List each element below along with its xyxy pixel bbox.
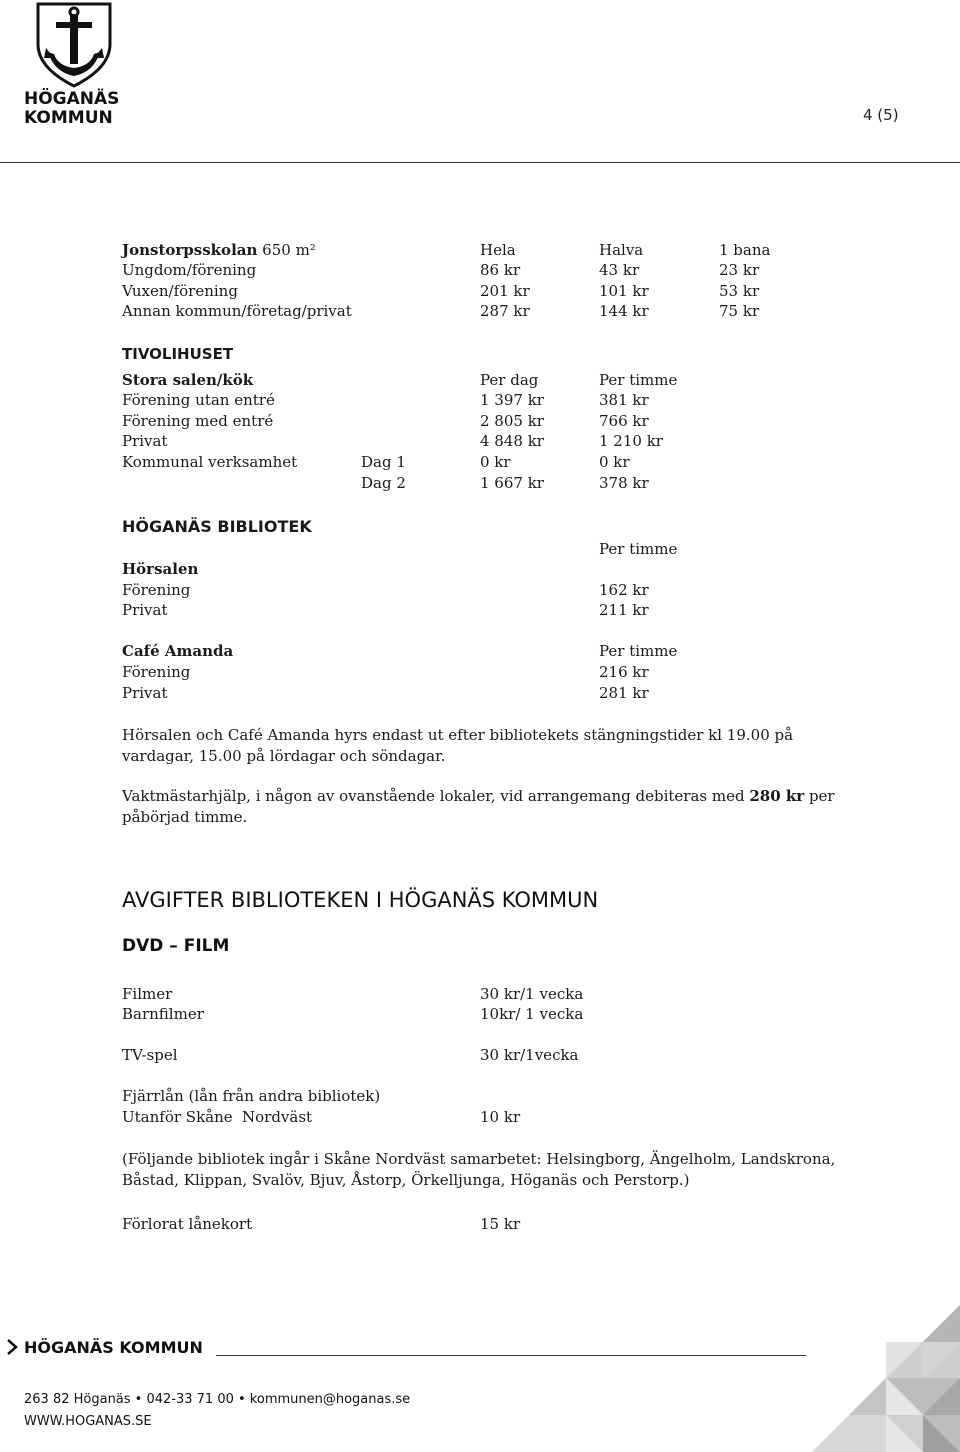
footer-name: HÖGANÄS KOMMUN: [24, 1338, 203, 1357]
table-cell: 0 kr: [480, 453, 511, 471]
table-cell: 23 kr: [719, 261, 760, 279]
table-cell: 86 kr: [480, 261, 521, 279]
table-cell: 2 805 kr: [480, 412, 544, 430]
jonstorp-area: 650 m²: [262, 241, 316, 259]
col-per-timme: Per timme: [599, 642, 678, 660]
footer-divider: [216, 1355, 806, 1356]
table-cell: 75 kr: [719, 302, 760, 320]
arrow-right-icon: [6, 1339, 18, 1355]
vakt-price: 280 kr: [749, 787, 805, 805]
table-cell: 766 kr: [599, 412, 649, 430]
table-cell: 30 kr/1 vecka: [480, 985, 584, 1003]
cafe-title: Café Amanda: [122, 642, 234, 660]
table-row-label: Kommunal verksamhet: [122, 453, 298, 471]
col-halva: Halva: [599, 241, 644, 259]
footer-address: 263 82 Höganäs • 042-33 71 00 • kommunen@hoganas.se: [24, 1392, 411, 1407]
vakt-text-end: per påbörjad timme.: [122, 787, 835, 826]
page-number: 4 (5): [863, 106, 899, 124]
table-row-label: Förening med entré: [122, 412, 274, 430]
decorative-pattern: [812, 1305, 960, 1452]
col-per-dag: Per dag: [480, 371, 539, 389]
jonstorp-title-text: Jonstorpsskolan: [122, 241, 258, 259]
utanfor-label-region: Nordväst: [242, 1108, 313, 1126]
table-cell: 281 kr: [599, 684, 649, 702]
table-cell: 381 kr: [599, 391, 649, 409]
header-divider: [0, 162, 960, 163]
utanfor-value: 10 kr: [480, 1108, 521, 1126]
table-cell: 201 kr: [480, 282, 530, 300]
table-row-label: Ungdom/förening: [122, 261, 257, 279]
logo-text-line2: KOMMUN: [24, 108, 113, 128]
table-row-label: Filmer: [122, 985, 173, 1003]
col-bana: 1 bana: [719, 241, 771, 259]
vaktmastar-note: [122, 786, 842, 828]
fjarrlan-label: Fjärrlån (lån från andra bibliotek): [122, 1087, 381, 1105]
table-cell: 43 kr: [599, 261, 640, 279]
table-cell: 101 kr: [599, 282, 649, 300]
footer-web: WWW.HOGANAS.SE: [24, 1414, 152, 1429]
table-cell-day: Dag 1: [361, 453, 406, 471]
tivoli-heading: TIVOLIHUSET: [122, 345, 234, 363]
table-cell: 10kr/ 1 vecka: [480, 1005, 584, 1023]
logo-text-line1: HÖGANÄS: [24, 89, 120, 109]
table-row-label: Privat: [122, 684, 168, 702]
vakt-text: Vaktmästarhjälp, i någon av ovanstående lokaler, vid arrangemang debiteras med: [122, 787, 750, 805]
table-cell: 53 kr: [719, 282, 760, 300]
table-cell: 0 kr: [599, 453, 630, 471]
table-row-label: TV-spel: [122, 1046, 178, 1064]
table-row-label: Förening utan entré: [122, 391, 275, 409]
table-cell: 1 397 kr: [480, 391, 544, 409]
horsalen-title: Hörsalen: [122, 560, 199, 578]
table-row-label: Privat: [122, 601, 168, 619]
col-hela: Hela: [480, 241, 516, 259]
table-cell: 378 kr: [599, 474, 649, 492]
table-cell: 144 kr: [599, 302, 649, 320]
table-cell: 4 848 kr: [480, 432, 544, 450]
table-row-label: Privat: [122, 432, 168, 450]
table-row-label: Annan kommun/företag/privat: [122, 302, 352, 320]
table-cell: 1 210 kr: [599, 432, 663, 450]
table-cell: 162 kr: [599, 581, 649, 599]
table-cell: 287 kr: [480, 302, 530, 320]
table-cell: 1 667 kr: [480, 474, 544, 492]
table-row-label: Barnfilmer: [122, 1005, 204, 1023]
forlorat-value: 15 kr: [480, 1215, 521, 1233]
forlorat-label: Förlorat lånekort: [122, 1215, 253, 1233]
utanfor-label: Utanför Skåne: [122, 1108, 233, 1126]
avgifter-heading: AVGIFTER BIBLIOTEKEN I HÖGANÄS KOMMUN: [122, 888, 599, 912]
table-cell: 211 kr: [599, 601, 649, 619]
table-cell: 30 kr/1vecka: [480, 1046, 579, 1064]
bibliotek-heading: HÖGANÄS BIBLIOTEK: [122, 517, 312, 536]
samarbete-note: (Följande bibliotek ingår i Skåne Nordväst samarbetet: Helsingborg, Ängelholm, Landskrona, Båstad, Klippan, Svalöv, Bjuv, Åstorp, Örkelljunga, Höganäs och Perstorp.): [122, 1150, 836, 1189]
col-per-timme: Per timme: [599, 371, 678, 389]
tivoli-sub: Stora salen/kök: [122, 371, 254, 389]
opening-note: Hörsalen och Café Amanda hyrs endast ut efter bibliotekets stängningstider kl 19.00 på vardagar, 15.00 på lördagar och söndagar.: [122, 726, 794, 765]
table-cell-day: Dag 2: [361, 474, 406, 492]
table-row-label: Vuxen/förening: [122, 282, 238, 300]
table-cell: 216 kr: [599, 663, 649, 681]
jonstorp-title: [122, 240, 316, 260]
logo-text: [24, 90, 134, 128]
table-row-label: Förening: [122, 663, 191, 681]
dvd-film-heading: DVD – FILM: [122, 936, 230, 956]
table-row-label: Förening: [122, 581, 191, 599]
col-per-timme: Per timme: [599, 540, 678, 558]
